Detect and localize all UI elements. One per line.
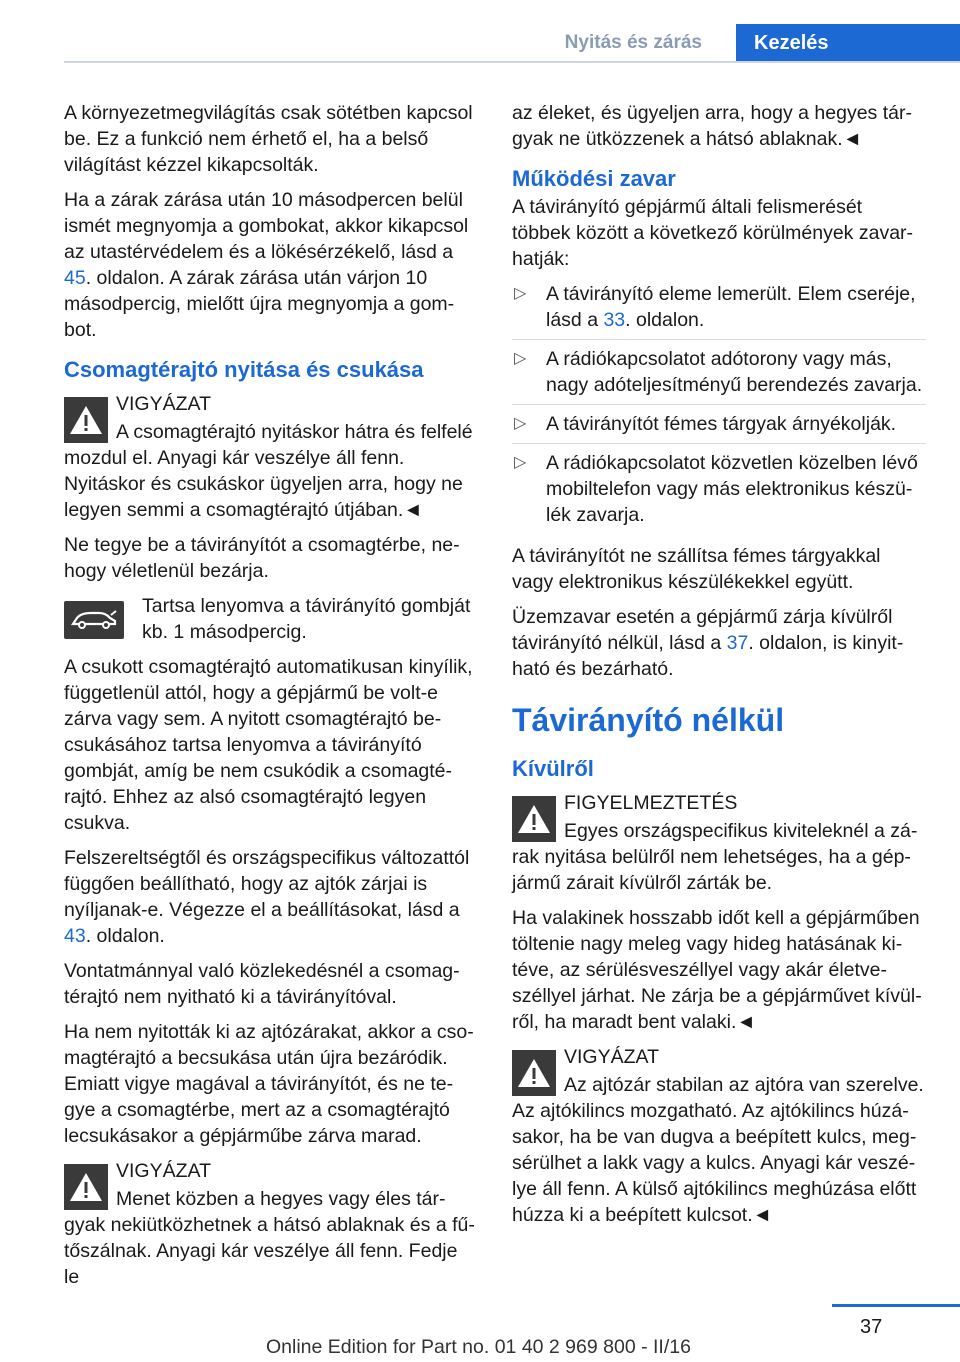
chapter-tab[interactable]: Kezelés	[736, 24, 960, 62]
section-heading: Csomagtérajtó nyitása és csukása	[64, 357, 424, 382]
section-heading: Kívülről	[512, 756, 594, 781]
caution-box	[64, 391, 478, 523]
trunk-button-icon	[64, 601, 124, 639]
warning-text: Egyes országspecifikus kiviteleknél a zárak nyitása belülről nem lehetséges, ha a gépjármű zárait kívülről zárták be.	[512, 820, 918, 894]
page-link[interactable]: 37	[726, 632, 749, 654]
text: . oldalon.	[625, 309, 705, 331]
header-divider	[64, 61, 960, 63]
text: Felszereltségtől és országspecifikus változattól függően beállítható, hogy az ajtók zárjai is nyíljanak-e. Végezze el a beállításokat, lásd a	[64, 847, 470, 921]
section-heading: Működési zavar	[512, 166, 676, 191]
footer-accent-line	[832, 1304, 960, 1307]
paragraph: A csukott csomagtérajtó automatikusan kinyílik, függetlenül attól, hogy a gépjármű be volt-e zárva vagy sem. A nyitott csomagtérajtó becsukásához tartsa lenyomva a távirányító gombját, amíg be nem csukódik a csomagtérajtó. Ehhez az alsó csomagtérajtó legyen csukva.	[64, 656, 473, 834]
paragraph: Ha nem nyitották ki az ajtózárakat, akkor a csomagtérajtó a becsukása után újra bezáródik. Emiatt vigye magával a távirányítót, és ne tegye a csomagtérbe, mert az a csomagtérajtó lecsukásakor a gépjárműbe zárva marad.	[64, 1021, 474, 1147]
text: A távirányító eleme lemerült. Elem cseréje, lásd a	[546, 283, 916, 331]
list-item	[512, 450, 926, 534]
list-item	[512, 281, 926, 340]
page-number: 37	[860, 1316, 883, 1338]
list-item	[512, 346, 926, 405]
page-header	[0, 0, 960, 62]
warning-box	[512, 790, 926, 896]
text: . oldalon, is kinyitható és bezárható.	[512, 632, 904, 680]
warning-triangle-icon	[64, 397, 108, 443]
left-column	[64, 100, 478, 1299]
triangle-bullet-icon: ▷	[514, 285, 527, 302]
paragraph: A távirányító gépjármű általi felismerését többek között a következő körülmények zavarhatják:	[512, 196, 914, 270]
caution-text: A csomagtérajtó nyitáskor hátra és felfelé mozdul el. Anyagi kár veszélye áll fenn. Nyitáskor és csukáskor ügyeljen arra, hogy ne legyen semmi a csomagtérajtó útjában.◄	[64, 421, 473, 521]
button-note	[64, 593, 478, 645]
section-title: Nyitás és zárás	[564, 32, 702, 53]
text: A rádiókapcsolatot adótorony vagy más, nagy adóteljesítményű berendezés zavarja.	[546, 348, 923, 396]
triangle-bullet-icon: ▷	[514, 415, 527, 432]
paragraph: Ne tegye be a távirányítót a csomagtérbe, nehogy véletlenül bezárja.	[64, 534, 460, 582]
text: A rádiókapcsolatot közvetlen közelben lévő mobiltelefon vagy más elektronikus készülék zavarja.	[546, 452, 918, 526]
text: . oldalon.	[85, 925, 165, 947]
triangle-bullet-icon: ▷	[514, 350, 527, 367]
triangle-bullet-icon: ▷	[514, 454, 527, 471]
page-link[interactable]: 45	[64, 267, 86, 289]
right-column	[512, 100, 926, 1237]
chapter-heading: Távirányító nélkül	[512, 702, 785, 738]
paragraph	[512, 604, 926, 682]
caution-text: Az ajtózár stabilan az ajtóra van szerelve. Az ajtókilincs mozgatható. Az ajtókilincs húzásakor, ha be van dugva a beépített kulcs, megsérülhet a lakk vagy a kulcs. Anyagi kár veszélye áll fenn. A külső ajtókilincs meghúzása előtt húzza ki a beépített kulcsot.◄	[512, 1074, 924, 1226]
caution-label: VIGYÁZAT	[116, 1160, 211, 1182]
warning-triangle-icon	[512, 796, 556, 842]
paragraph: Ha valakinek hosszabb időt kell a gépjárműben töltenie nagy meleg vagy hideg hatásának kitéve, az sérülésveszéllyel vagy akár életveszéllyel járhat. Ne zárja be a gépjárművet kívülről, ha maradt bent valaki.◄	[512, 907, 922, 1033]
paragraph: Vontatmánnyal való közlekedésnél a csomagtérajtó nem nyitható ki a távirányítóval.	[64, 960, 460, 1008]
paragraph: A távirányítót ne szállítsa fémes tárgyakkal vagy elektronikus készülékekkel együtt.	[512, 545, 881, 593]
warning-triangle-icon	[64, 1164, 108, 1210]
warning-triangle-icon	[512, 1050, 556, 1096]
text: Ha a zárak zárása után 10 másodpercen belül ismét megnyomja a gombokat, akkor kikapcsol az utastérvédelem és a lökésérzékelő, lásd a	[64, 189, 469, 263]
paragraph	[64, 187, 478, 343]
caution-box	[512, 1044, 926, 1228]
caution-label: VIGYÁZAT	[564, 1046, 659, 1068]
page-link[interactable]: 33	[603, 309, 626, 331]
edition-note: Online Edition for Part no. 01 40 2 969 800 - II/16	[266, 1336, 691, 1358]
caution-label: VIGYÁZAT	[116, 393, 211, 415]
list-item	[512, 411, 926, 444]
text: A távirányítót fémes tárgyak árnyékolják.	[546, 413, 897, 435]
warning-label: FIGYELMEZTETÉS	[564, 792, 738, 814]
paragraph	[64, 845, 478, 949]
caution-box	[64, 1158, 478, 1290]
page-link[interactable]: 43	[64, 925, 86, 947]
text: . oldalon. A zárak zárása után várjon 10 másodpercig, mielőtt újra megnyomja a gombot.	[64, 267, 455, 341]
malfunction-list	[512, 281, 926, 534]
caution-text: Menet közben a hegyes vagy éles tárgyak nekiütközhetnek a hátsó ablaknak és a fűtőszálnak. Anyagi kár veszélye áll fenn. Fedje le	[64, 1188, 475, 1288]
paragraph: A környezetmegvilágítás csak sötétben kapcsol be. Ez a funkció nem érhető el, ha a belső világítást kézzel kikapcsolták.	[64, 102, 473, 176]
paragraph: az éleket, és ügyeljen arra, hogy a hegyes tárgyak ne ütközzenek a hátsó ablaknak.◄	[512, 102, 912, 150]
note-text: Tartsa lenyomva a távirányító gombját kb. 1 másodpercig.	[142, 595, 471, 643]
text: Üzemzavar esetén a gépjármű zárja kívülről távirányító nélkül, lásd a	[512, 606, 893, 654]
